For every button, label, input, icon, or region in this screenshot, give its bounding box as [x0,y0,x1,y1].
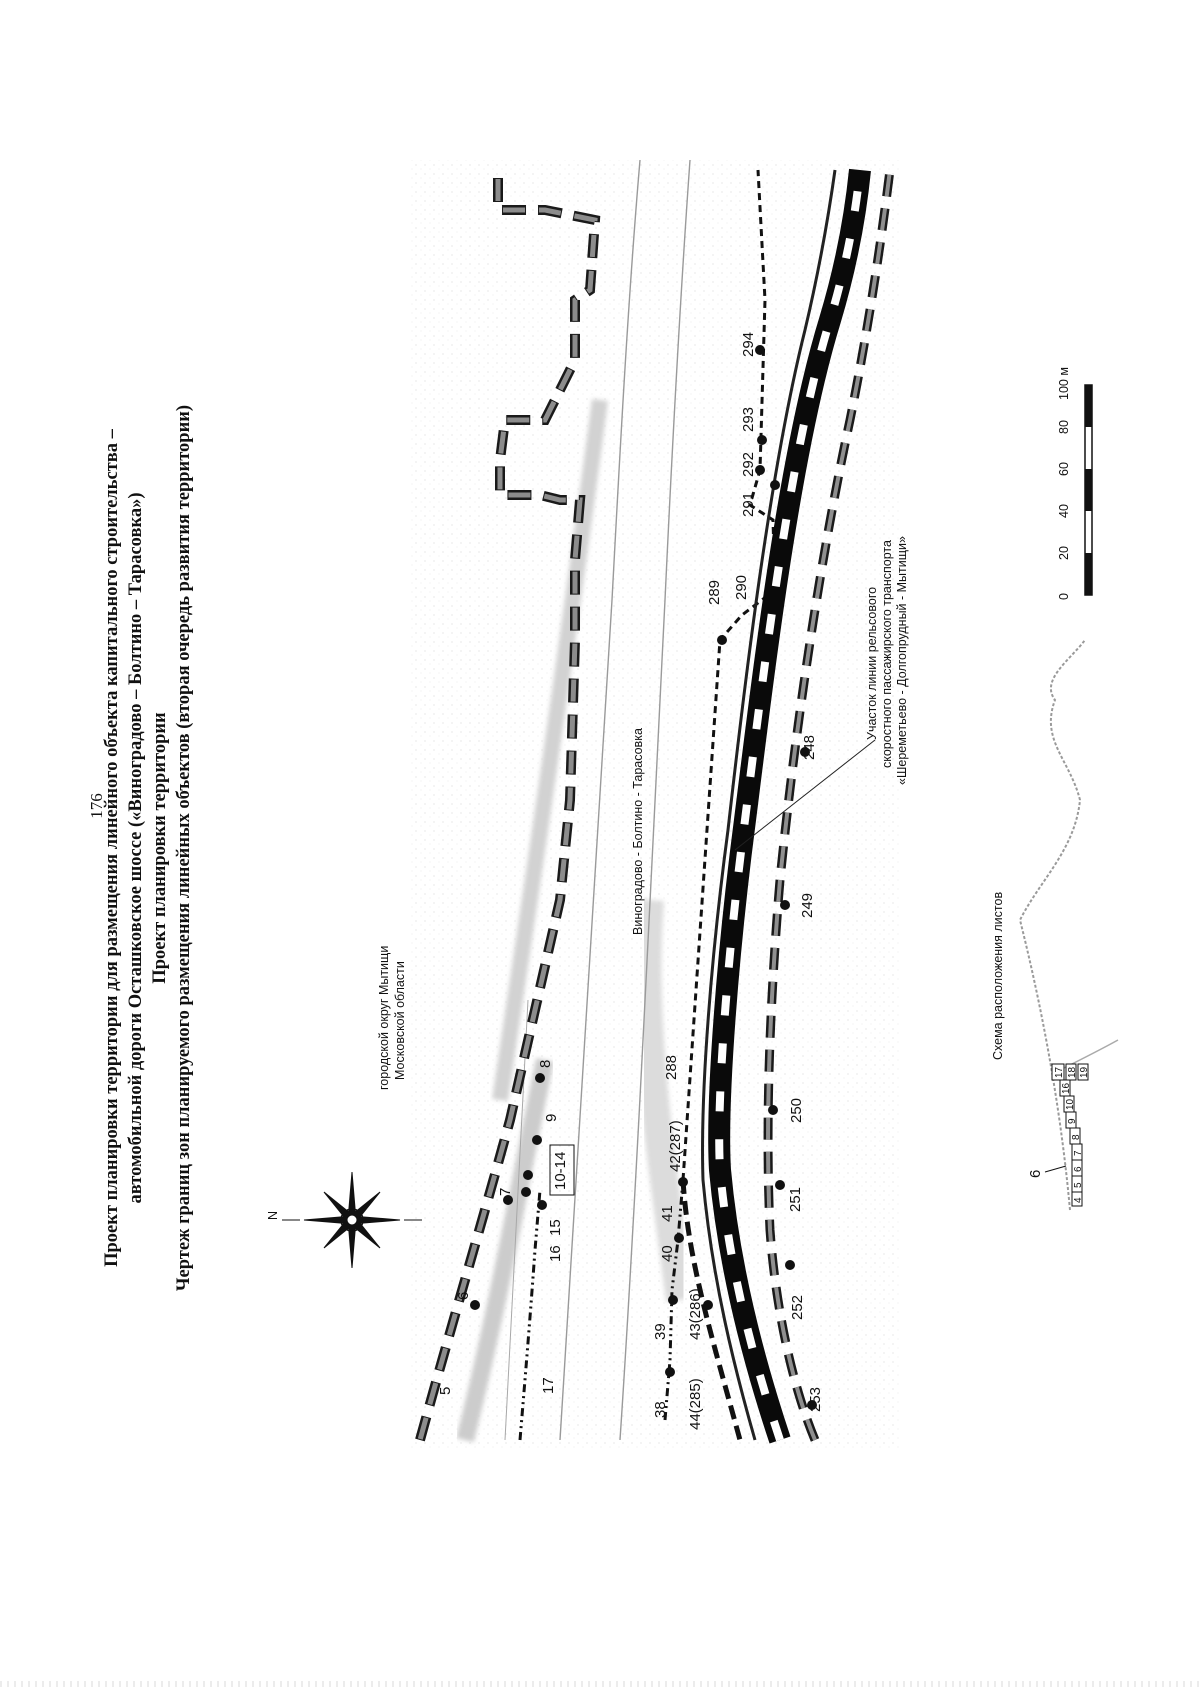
point-label-15: 15 [547,1219,564,1236]
rail-label-line-2: скоростного пассажирского транспорта [880,540,894,768]
point-label-293: 293 [740,406,757,432]
vertex-7a [523,1170,533,1180]
vertex-289 [717,635,727,645]
point-label-8: 8 [537,1059,554,1068]
point-label-42-287: 42(287) [667,1120,684,1172]
rail-label-line-3: «Шереметьево - Долгопрудный - Мытищи» [895,536,909,785]
vertex-293 [757,435,767,445]
point-label-251: 251 [787,1186,804,1212]
scan-noise [0,1681,1200,1687]
sheet-num-5: 5 [1073,1182,1084,1188]
point-label-291: 291 [740,491,757,517]
point-label-43-286: 43(286) [687,1288,704,1340]
sheet-current-pointer [1045,1166,1066,1172]
vertex-42 [678,1177,688,1187]
title-line-1: Проект планировки территории для размещения линейного объекта капитального строительства – [102,429,122,1267]
point-label-5: 5 [437,1386,454,1395]
sheet-num-7: 7 [1073,1150,1084,1156]
sheet-num-6: 6 [1073,1166,1084,1172]
title-line-2: автомобильной дороги Осташковское шоссе («Виноградово – Болтино – Тарасовка») [126,492,146,1204]
point-label-9: 9 [543,1113,560,1122]
point-label-10-14: 10-14 [552,1151,569,1190]
point-label-290: 290 [733,574,750,600]
point-label-252: 252 [789,1294,806,1320]
scale-tick-60: 60 [1057,462,1071,476]
point-label-41: 41 [659,1205,676,1222]
vertex-40 [674,1233,684,1243]
sheet-num-4: 4 [1073,1197,1084,1203]
vertex-249 [780,900,790,910]
sheet-num-17: 17 [1054,1066,1065,1078]
point-label-294: 294 [740,331,757,357]
vertex-43 [703,1300,713,1310]
scale-tick-80: 80 [1057,420,1071,434]
point-label-44-285: 44(285) [687,1378,704,1430]
point-label-17: 17 [540,1377,557,1394]
vertex-15 [521,1187,531,1197]
point-label-292: 292 [740,451,757,477]
vertex-8 [535,1073,545,1083]
rail-label-line-1: Участок линии рельсового [865,586,879,740]
sheet-current-label: 6 [1027,1169,1044,1178]
vertex-16 [537,1200,547,1210]
sheet-num-19: 19 [1079,1066,1090,1078]
vertex-250 [768,1105,778,1115]
point-label-39: 39 [652,1323,669,1340]
sheet-num-9: 9 [1067,1118,1078,1124]
vertex-252 [785,1260,795,1270]
vertex-39 [668,1295,678,1305]
sheet-num-18: 18 [1067,1066,1078,1078]
vertex-291 [770,480,780,490]
point-label-288: 288 [663,1054,680,1080]
scale-tick-40: 40 [1057,504,1071,518]
scale-bar [1057,367,1092,600]
vertex-9 [532,1135,542,1145]
sheet-scheme [991,640,1118,1210]
road-name-label: Виноградово - Болтино - Тарасовка [631,728,645,935]
sheet-scheme-title: Схема расположения листов [991,891,1005,1060]
title-line-4: Чертеж границ зон планируемого размещения линейных объектов (вторая очередь развития территории) [174,404,194,1292]
point-label-249: 249 [799,892,816,918]
point-label-40: 40 [659,1245,676,1262]
point-label-253: 253 [807,1386,824,1412]
point-label-248: 248 [801,734,818,760]
scale-tick-100: 100 м [1057,367,1071,400]
point-label-38: 38 [652,1401,669,1418]
sheet-num-10: 10 [1065,1098,1076,1110]
vertex-6 [470,1300,480,1310]
district-label-line-1: городской округ Мытищи [377,945,391,1090]
point-label-16: 16 [547,1245,564,1262]
vertex-38 [665,1367,675,1377]
page-number: 176 [87,793,106,819]
compass-north-label: N [266,1210,280,1220]
point-label-6: 6 [455,1291,472,1300]
district-label-line-2: Московской области [393,961,407,1080]
point-label-250: 250 [788,1097,805,1123]
sheet-num-8: 8 [1071,1134,1082,1140]
sheet-num-16: 16 [1061,1082,1072,1094]
scale-tick-0: 0 [1057,593,1071,600]
point-label-289: 289 [706,579,723,605]
vertex-251 [775,1180,785,1190]
title-line-3: Проект планировки территории [150,712,170,984]
scale-tick-20: 20 [1057,546,1071,560]
point-label-7: 7 [497,1187,514,1196]
compass-rose [266,1172,422,1268]
